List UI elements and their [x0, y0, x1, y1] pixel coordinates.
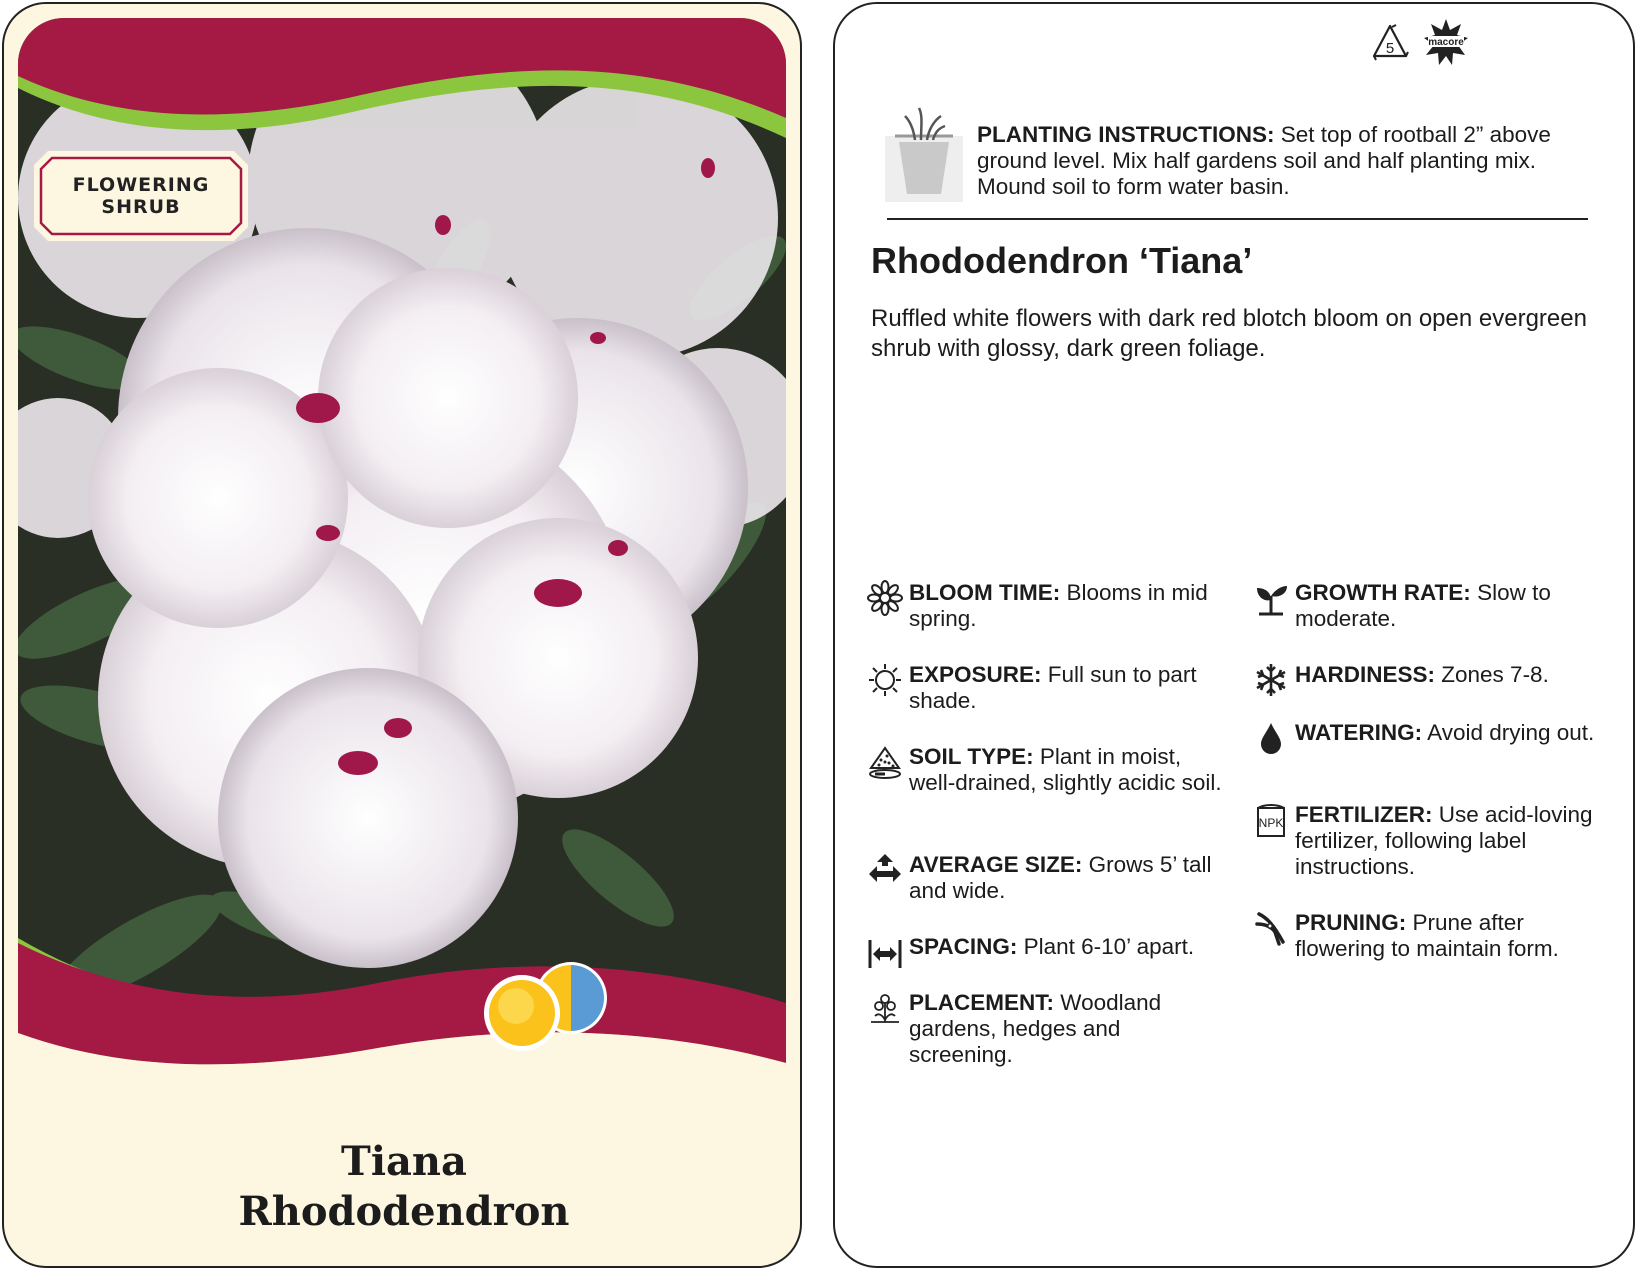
category-badge: [34, 151, 248, 241]
attr-label: EXPOSURE:: [909, 662, 1042, 687]
sun-icon: [867, 662, 903, 698]
front-artwork: [18, 18, 786, 1133]
attr-soil-type: [909, 744, 1224, 796]
badge-line2: SHRUB: [101, 196, 181, 218]
attr-label: BLOOM TIME:: [909, 580, 1061, 605]
pruners-icon: [1253, 910, 1289, 946]
front-title-line2: Rhododendron: [238, 1188, 570, 1235]
attr-spacing: [909, 934, 1224, 960]
attr-pruning: [1295, 910, 1605, 962]
planting-label: PLANTING INSTRUCTIONS:: [977, 122, 1275, 147]
attr-watering: [1295, 720, 1605, 746]
attr-label: PLACEMENT:: [909, 990, 1054, 1015]
attr-text: Woodland gardens, hedges and screening.: [909, 990, 1162, 1067]
plant-name: Rhododendron ‘Tiana’: [871, 240, 1253, 281]
attr-text: Avoid drying out.: [1422, 720, 1595, 745]
brand-text: macore: [1428, 37, 1464, 48]
front-title-line1: Tiana: [341, 1138, 467, 1185]
water-drop-icon: [1253, 720, 1289, 756]
npk-icon: [1253, 802, 1289, 838]
front-card: [2, 2, 802, 1268]
attr-text: Full sun to part shade.: [909, 662, 1197, 713]
soil-icon: [867, 744, 903, 780]
plant-description: Ruffled white flowers with dark red blotch bloom on open evergreen shrub with glossy, dark green foliage.: [871, 305, 1587, 362]
back-card: [833, 2, 1635, 1268]
divider: [887, 218, 1588, 220]
planting-text: Set top of rootball 2” above ground level. Mix half gardens soil and half planting mix. Mound soil to form water basin.: [977, 122, 1551, 199]
snowflake-icon: [1253, 662, 1289, 698]
attr-label: FERTILIZER:: [1295, 802, 1433, 827]
planting-instructions: [977, 122, 1587, 200]
sprout-icon: [1253, 580, 1289, 616]
npk-text: NPK: [1258, 816, 1284, 830]
attr-growth-rate: [1295, 580, 1605, 632]
attr-text: Use acid-loving fertilizer, following label instructions.: [1295, 802, 1593, 879]
full-sun-icon: [484, 975, 560, 1051]
macore-logo: [1423, 18, 1469, 66]
recycle-icon: [1370, 22, 1410, 64]
attr-label: PRUNING:: [1295, 910, 1407, 935]
attr-label: SPACING:: [909, 934, 1018, 959]
attr-label: GROWTH RATE:: [1295, 580, 1471, 605]
attr-text: Zones 7-8.: [1435, 662, 1549, 687]
attr-label: HARDINESS:: [1295, 662, 1436, 687]
attr-text: Blooms in mid spring.: [909, 580, 1208, 631]
attr-text: Grows 5’ tall and wide.: [909, 852, 1212, 903]
attr-exposure: [909, 662, 1224, 714]
size-icon: [867, 852, 903, 888]
flower-icon: [867, 580, 903, 616]
badge-text: [34, 151, 248, 241]
attr-text: Plant 6-10’ apart.: [1017, 934, 1195, 959]
attr-label: SOIL TYPE:: [909, 744, 1034, 769]
badge-line1: FLOWERING: [72, 174, 210, 196]
attr-fertilizer: [1258, 802, 1605, 880]
attr-label: AVERAGE SIZE:: [909, 852, 1083, 877]
attr-text: Prune after flowering to maintain form.: [1295, 910, 1559, 961]
attr-average-size: [909, 852, 1224, 904]
spacing-icon: [867, 934, 903, 970]
plant-pot-icon: [885, 106, 963, 202]
attr-placement: [909, 990, 1224, 1068]
attr-hardiness: [1295, 662, 1605, 688]
attr-bloom-time: [909, 580, 1224, 632]
recycle-number: 5: [1385, 40, 1395, 57]
attr-text: Slow to moderate.: [1295, 580, 1551, 631]
attr-label: WATERING:: [1295, 720, 1423, 745]
attr-text: Plant in moist, well-drained, slightly acidic soil.: [909, 744, 1222, 795]
placement-icon: [867, 990, 903, 1026]
